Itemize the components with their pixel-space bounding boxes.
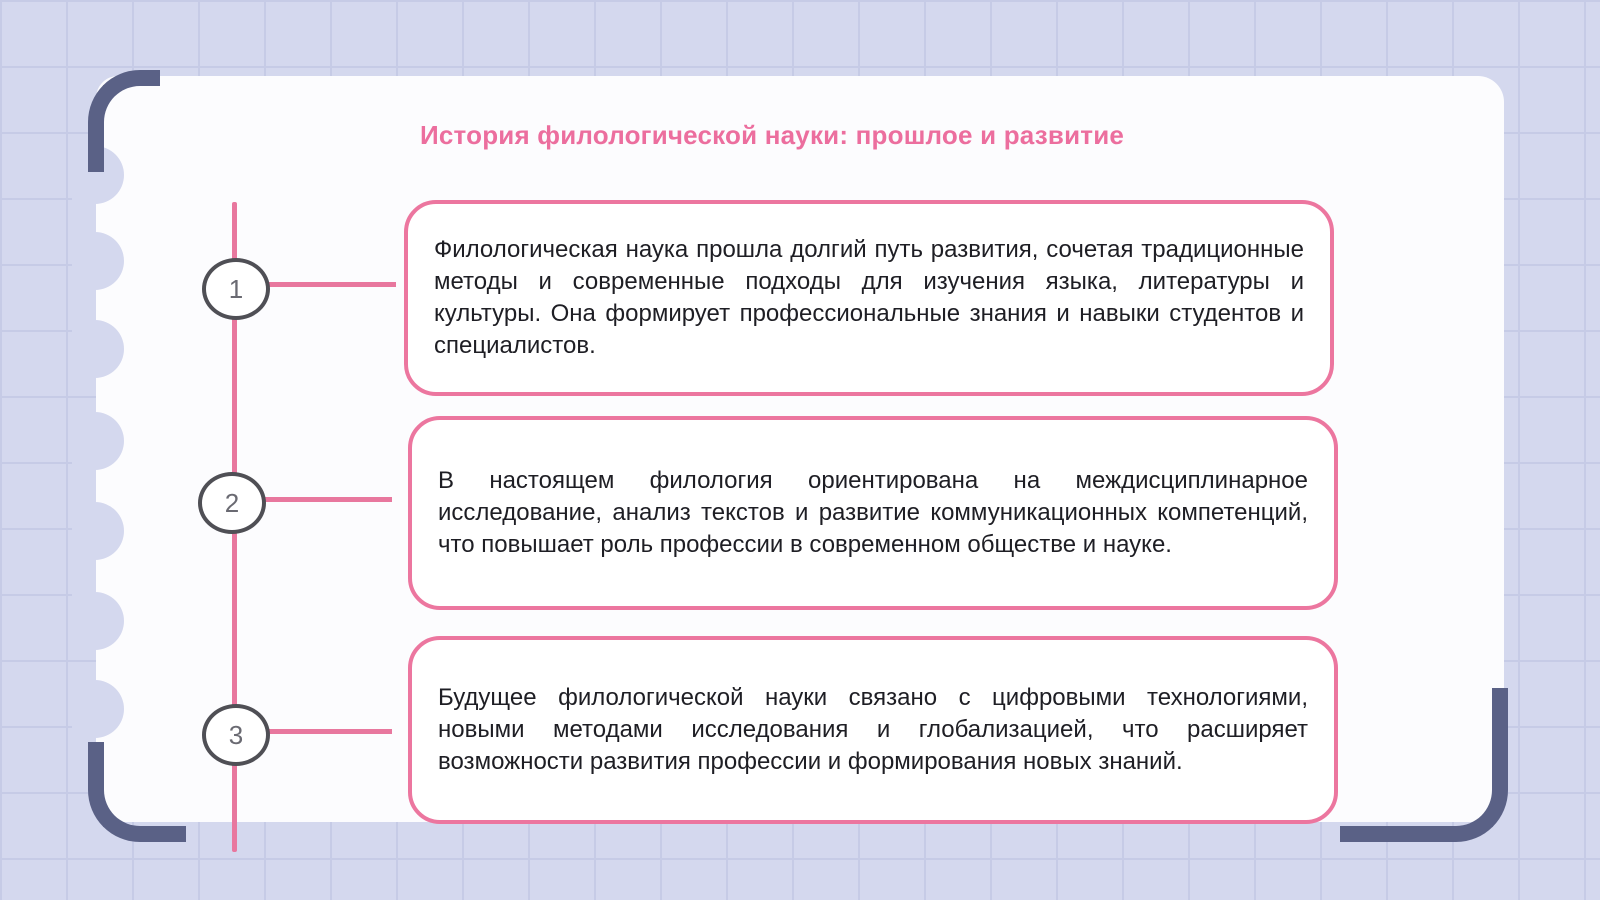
step-number: 2 xyxy=(224,487,240,518)
step-number-badge xyxy=(202,258,270,320)
corner-bracket-bottom-right xyxy=(1340,688,1508,842)
step-card xyxy=(408,416,1338,610)
step-connector xyxy=(266,729,392,734)
step-connector xyxy=(262,497,392,502)
corner-bracket-bottom-left xyxy=(88,742,186,842)
page-title: История филологической науки: прошлое и развитие xyxy=(420,120,1125,150)
step-number: 1 xyxy=(228,273,244,304)
step-number: 3 xyxy=(228,719,244,750)
step-number-badge xyxy=(198,472,266,534)
step-text: Будущее филологической науки связано с цифровыми технологиями, новыми методами исследования и глобализацией, что расширяет возможности развития профессии и формирования новых знаний. xyxy=(438,684,1308,775)
step-text: В настоящем филология ориентирована на междисциплинарное исследование, анализ текстов и развитие коммуникационных компетенций, что повышает роль профессии в современном обществе и науке. xyxy=(438,467,1308,558)
step-number-badge xyxy=(202,704,270,766)
step-card xyxy=(404,200,1334,396)
step-connector xyxy=(266,282,396,287)
step-card xyxy=(408,636,1338,824)
step-text: Филологическая наука прошла долгий путь развития, сочетая традиционные методы и современные подходы для изучения языка, литературы и культуры. Она формирует профессиональные знания и навыки студентов и специалистов. xyxy=(434,236,1304,359)
